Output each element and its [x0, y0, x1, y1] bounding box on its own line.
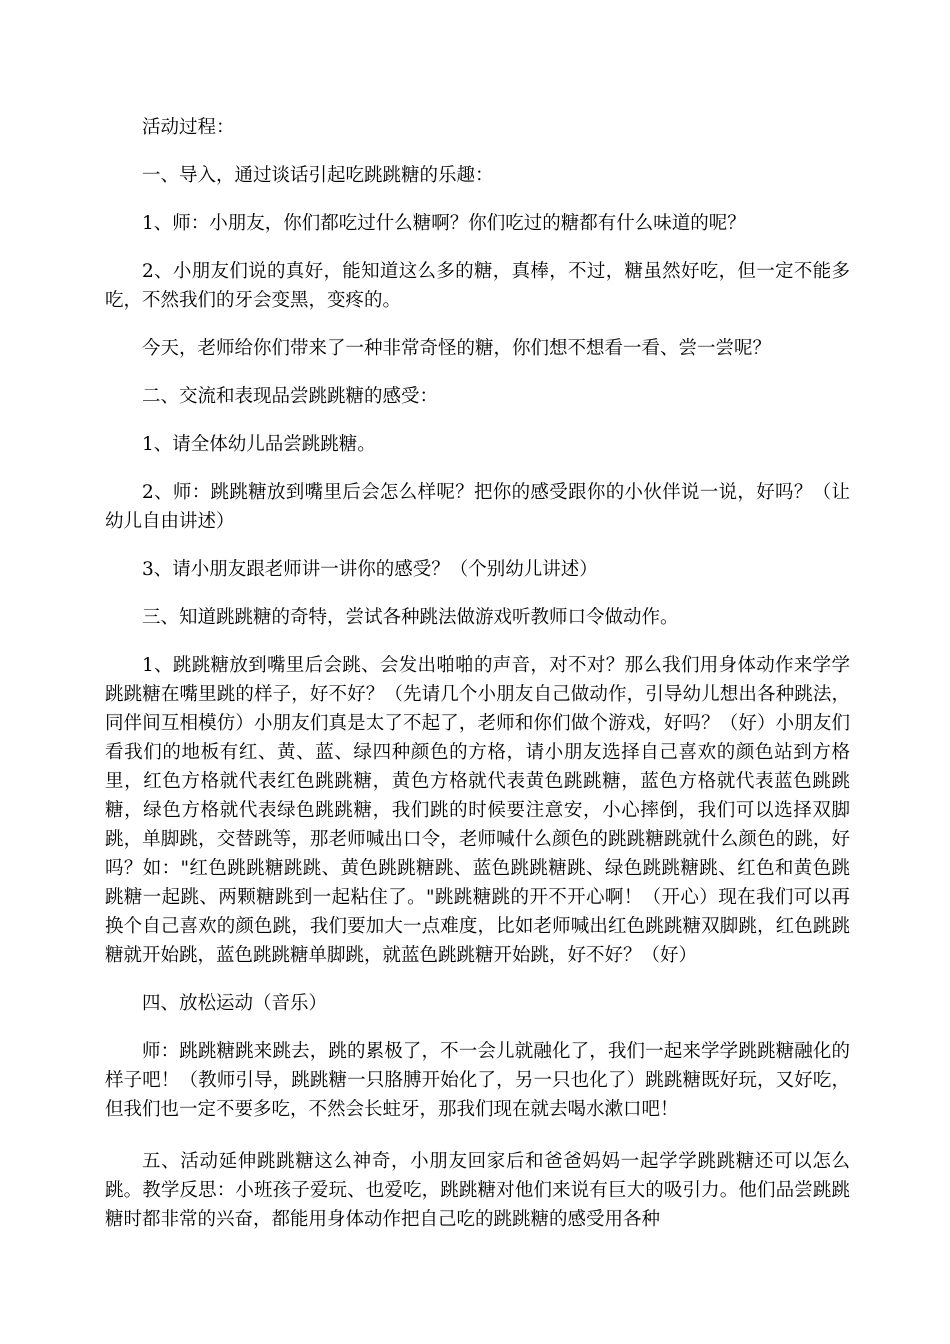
section-heading-share: 二、交流和表现品尝跳跳糖的感受：	[142, 386, 439, 407]
section-heading-game: 三、知道跳跳糖的奇特，尝试各种跳法做游戏听教师口令做动作。	[142, 607, 679, 628]
section-heading-process: 活动过程：	[142, 117, 235, 138]
paragraph: 3、请小朋友跟老师讲一讲你的感受？（个别幼儿讲述）	[142, 559, 598, 580]
paragraph: 今天，老师给你们带来了一种非常奇怪的糖，你们想不想看一看、尝一尝呢？	[142, 338, 772, 359]
paragraph: 1、师：小朋友，你们都吃过什么糖啊？你们吃过的糖都有什么味道的呢？	[142, 213, 746, 234]
paragraph: 2、小朋友们说的真好，能知道这么多的糖，真棒，不过，糖虽然好吃，但一定不能多吃，不然我们的牙会变黑，变疼的。	[105, 261, 850, 311]
document-body	[105, 113, 850, 1234]
paragraph: 1、跳跳糖放到嘴里后会跳、会发出啪啪的声音，对不对？那么我们用身体动作来学学跳跳糖在嘴里跳的样子，好不好？（先请几个小朋友自己做动作，引导幼儿想出各种跳法，同伴间互相模仿）小朋友们真是太了不起了，老师和你们做个游戏，好吗？（好）小朋友们看我们的地板有红、黄、蓝、绿四种颜色的方格，请小朋友选择自己喜欢的颜色站到方格里，红色方格就代表红色跳跳糖，黄色方格就代表黄色跳跳糖，蓝色方格就代表蓝色跳跳糖，绿色方格就代表绿色跳跳糖，我们跳的时候要注意安，小心摔倒，我们可以选择双脚跳，单脚跳，交替跳等，那老师喊出口令，老师喊什么颜色的跳跳糖跳就什么颜色的跳，好吗？如："红色跳跳糖跳跳、黄色跳跳糖跳、蓝色跳跳糖跳、绿色跳跳糖跳、红色和黄色跳跳糖一起跳、两颗糖跳到一起粘住了。"跳跳糖跳的开不开心啊！（开心）现在我们可以再换个自己喜欢的颜色跳，我们要加大一点难度，比如老师喊出红色跳跳糖双脚跳，红色跳跳糖就开始跳，蓝色跳跳糖单脚跳，就蓝色跳跳糖开始跳，好不好？（好）	[105, 655, 850, 966]
section-heading-relax: 四、放松运动（音乐）	[142, 993, 328, 1014]
paragraph: 师：跳跳糖跳来跳去，跳的累极了，不一会儿就融化了，我们一起来学学跳跳糖融化的样子吧！（教师引导，跳跳糖一只胳膊开始化了，另一只也化了）跳跳糖既好玩，又好吃，但我们也一定不要多吃，不然会长蛀牙，那我们现在就去喝水漱口吧！	[105, 1041, 850, 1120]
paragraph: 1、请全体幼儿品尝跳跳糖。	[142, 434, 376, 455]
paragraph: 2、师：跳跳糖放到嘴里后会怎么样呢？把你的感受跟你的小伙伴说一说，好吗？（让幼儿自由讲述）	[105, 482, 850, 532]
section-heading-intro: 一、导入，通过谈话引起吃跳跳糖的乐趣：	[142, 165, 494, 186]
paragraph: 五、活动延伸跳跳糖这么神奇，小朋友回家后和爸爸妈妈一起学学跳跳糖还可以怎么跳。教学反思：小班孩子爱玩、也爱吃，跳跳糖对他们来说有巨大的吸引力。他们品尝跳跳糖时都非常的兴奋，都能用身体动作把自己吃的跳跳糖的感受用各种	[105, 1151, 850, 1230]
